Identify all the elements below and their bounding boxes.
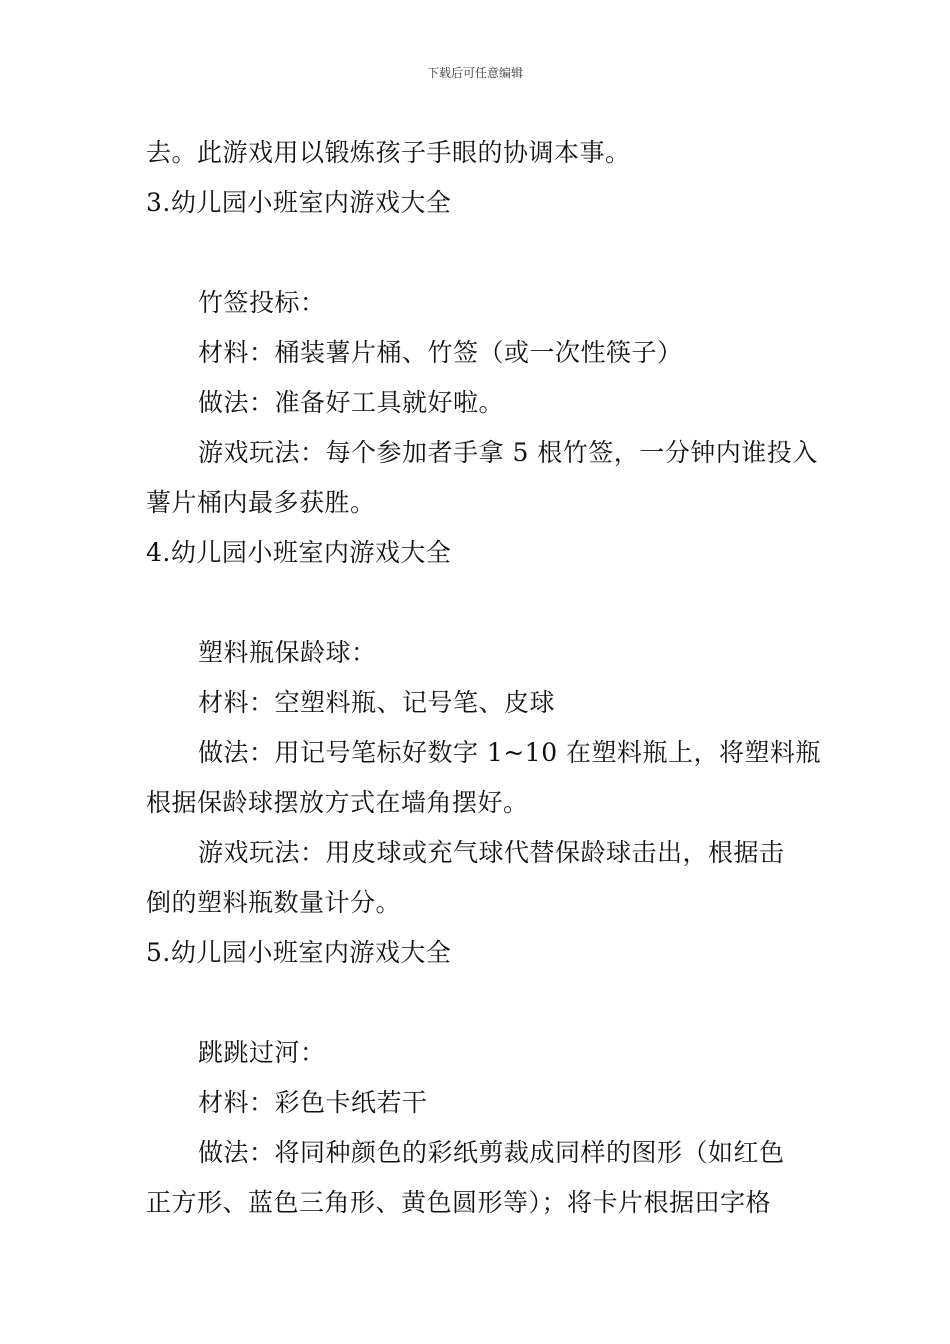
document-body [146, 128, 822, 1228]
game-title: 跳跳过河： [198, 1038, 326, 1067]
rules-line-continued: 薯片桶内最多获胜。 [146, 488, 376, 517]
paragraph-line: 去。此游戏用以锻炼孩子手眼的协调本事。 [146, 138, 631, 167]
method-line-continued: 根据保龄球摆放方式在墙角摆好。 [146, 788, 529, 817]
method-line-continued: 正方形、蓝色三角形、黄色圆形等）；将卡片根据田字格 [146, 1188, 772, 1217]
materials-line: 材料：桶装薯片桶、竹签（或一次性筷子） [198, 338, 683, 367]
game-title: 塑料瓶保龄球： [198, 638, 377, 667]
game-title: 竹签投标： [198, 288, 326, 317]
section-heading-5: 5.幼儿园小班室内游戏大全 [146, 938, 452, 967]
rules-line: 游戏玩法：用皮球或充气球代替保龄球击出，根据击 [198, 838, 785, 867]
rules-line-continued: 倒的塑料瓶数量计分。 [146, 888, 402, 917]
section-heading-4: 4.幼儿园小班室内游戏大全 [146, 538, 452, 567]
method-line: 做法：准备好工具就好啦。 [198, 388, 505, 417]
page-header: 下载后可任意编辑 [426, 66, 523, 80]
blank-line [146, 978, 816, 1028]
method-line: 做法：将同种颜色的彩纸剪裁成同样的图形（如红色 [198, 1138, 785, 1167]
section-heading-3: 3.幼儿园小班室内游戏大全 [146, 188, 452, 217]
blank-line [146, 578, 816, 628]
materials-line: 材料：空塑料瓶、记号笔、皮球 [198, 688, 556, 717]
rules-line: 游戏玩法：每个参加者手拿 5 根竹签，一分钟内谁投入 [198, 438, 818, 467]
blank-line [146, 228, 816, 278]
method-line: 做法：用记号笔标好数字 1~10 在塑料瓶上，将塑料瓶 [198, 738, 822, 767]
materials-line: 材料：彩色卡纸若干 [198, 1088, 428, 1117]
